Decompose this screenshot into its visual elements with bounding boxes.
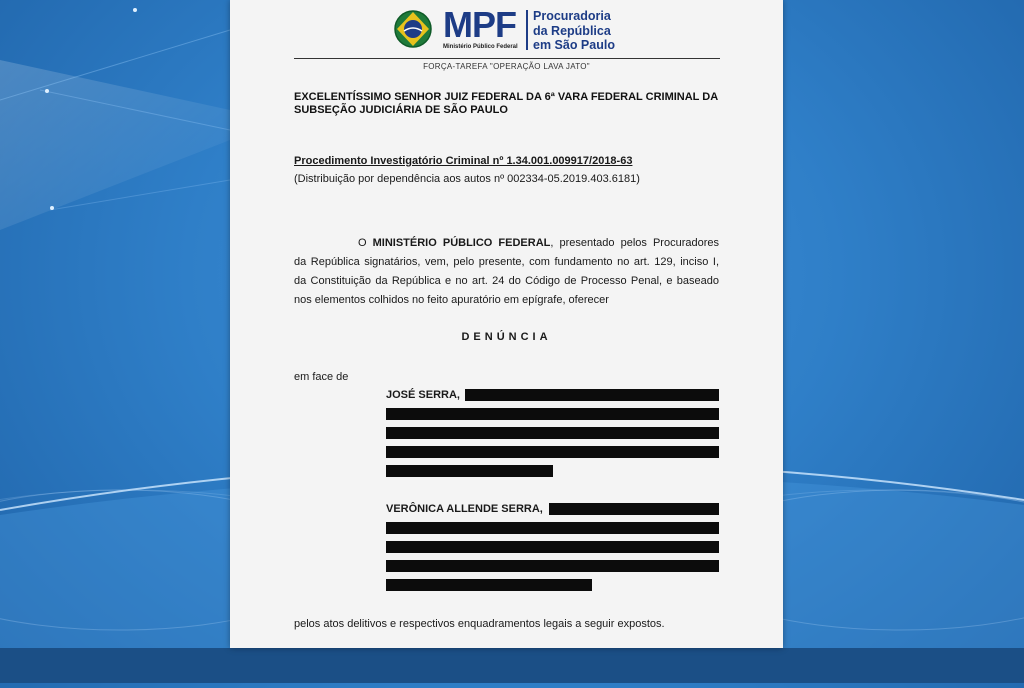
against-label: em face de <box>294 371 349 383</box>
intro-line-1-rest: , presentado pelos Procuradores <box>550 237 719 249</box>
redaction-bar <box>386 579 592 591</box>
intro-entity: MINISTÉRIO PÚBLICO FEDERAL <box>372 237 551 249</box>
intro-line-3: da Constituição da República e no art. 24 do Código de Processo Penal, e baseado <box>294 275 719 287</box>
redaction-bar <box>386 560 719 572</box>
task-force-label: FORÇA-TAREFA "OPERAÇÃO LAVA JATO" <box>423 62 590 71</box>
redaction-bar <box>549 503 719 515</box>
brand-subtitle: Ministério Público Federal <box>443 44 518 50</box>
distribution-note: (Distribuição por dependência aos autos nº 002334-05.2019.403.6181) <box>294 173 640 185</box>
document-title: DENÚNCIA <box>461 331 552 343</box>
addressee: EXCELENTÍSSIMO SENHOR JUIZ FEDERAL DA 6ª VARA FEDERAL CRIMINAL DA SUBSEÇÃO JUDICIÁRIA DE SÃO PAULO <box>294 91 718 116</box>
document-page <box>230 0 783 648</box>
closing-sentence: pelos atos delitivos e respectivos enquadramentos legais a seguir expostos. <box>294 618 665 630</box>
redaction-bar <box>386 465 553 477</box>
brazil-coat-of-arms-icon <box>393 9 433 49</box>
intro-line-2: da República signatários, vem, pelo presente, com fundamento no art. 129, inciso I, <box>294 256 719 268</box>
intro-line-1 <box>294 237 719 250</box>
office-line-2: da República <box>533 23 611 38</box>
header-rule <box>294 58 720 59</box>
mpf-logo <box>393 4 623 53</box>
office-line-3: em São Paulo <box>533 38 615 52</box>
procedure-number: Procedimento Investigatório Criminal nº 1.34.001.009917/2018-63 <box>294 155 633 167</box>
intro-prefix: O <box>358 237 373 249</box>
brand-mark: MPF <box>443 4 516 45</box>
bottom-frame <box>0 648 1024 683</box>
defendant-1-name: JOSÉ SERRA, <box>386 389 460 401</box>
intro-line-4: nos elementos colhidos no feito apuratório em epígrafe, oferecer <box>294 294 609 306</box>
redaction-bar <box>465 389 719 401</box>
brand-divider <box>526 10 528 50</box>
redaction-bar <box>386 446 719 458</box>
redaction-bar <box>386 522 719 534</box>
office-line-1: Procuradoria <box>533 9 611 23</box>
office-name <box>533 9 615 53</box>
redaction-bar <box>386 541 719 553</box>
redaction-bar <box>386 408 719 420</box>
defendant-2-name: VERÔNICA ALLENDE SERRA, <box>386 503 543 515</box>
redaction-bar <box>386 427 719 439</box>
